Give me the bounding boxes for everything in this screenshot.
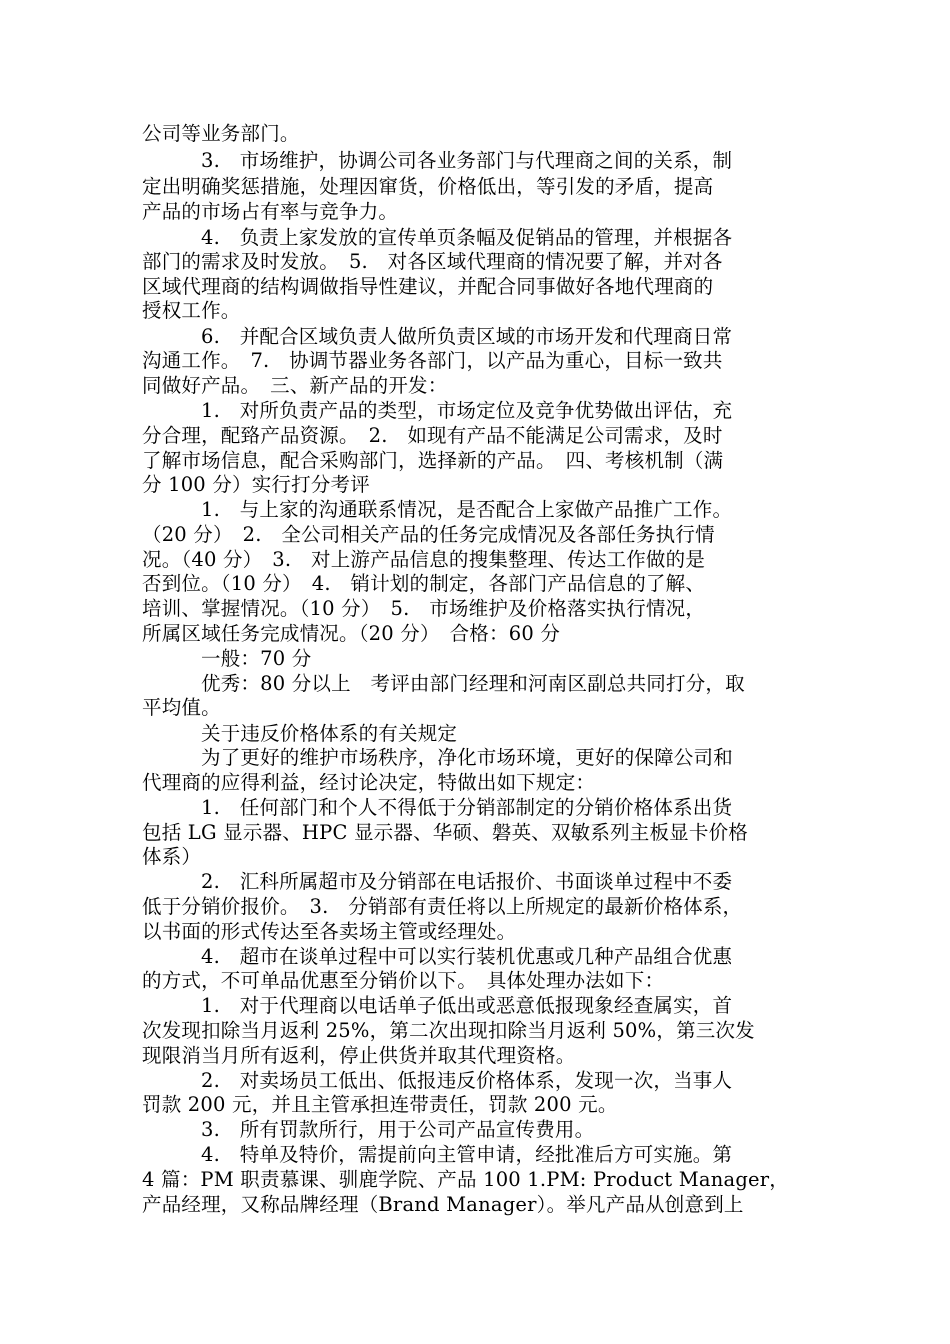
- text-line: 以书面的形式传达至各卖场主管或经理处。: [142, 920, 517, 943]
- text-line: 的方式，不可单品优惠至分销价以下。 具体处理办法如下：: [142, 969, 665, 992]
- text-line: 现限消当月所有返利，停止供货并取其代理资格。: [142, 1044, 576, 1067]
- text-line: 3. 市场维护，协调公司各业务部门与代理商之间的关系，制: [201, 149, 733, 172]
- text-line: 分合理，配臵产品资源。 2. 如现有产品不能满足公司需求，及时: [142, 424, 723, 447]
- text-line: 1. 对所负责产品的类型，市场定位及竞争优势做出评估，充: [201, 399, 733, 422]
- text-line: 包括 LG 显示器、HPC 显示器、华硕、磐英、双敏系列主板显卡价格: [142, 821, 748, 844]
- text-line: 定出明确奖惩措施，处理因窜货，价格低出，等引发的矛盾，提高: [142, 175, 714, 198]
- text-line: 授权工作。: [142, 299, 241, 322]
- text-line: 培训、掌握情况。（10 分） 5. 市场维护及价格落实执行情况，: [142, 597, 706, 620]
- text-line: 体系）: [142, 845, 202, 868]
- text-line: 所属区域任务完成情况。（20 分） 合格：60 分: [142, 622, 561, 645]
- text-line: 平均值。: [142, 696, 221, 719]
- text-line: 部门的需求及时发放。 5. 对各区域代理商的情况要了解，并对各: [142, 250, 723, 273]
- text-line: 罚款 200 元，并且主管承担连带责任，罚款 200 元。: [142, 1093, 618, 1116]
- text-line: 代理商的应得利益，经讨论决定，特做出如下规定：: [142, 771, 596, 794]
- text-line: 关于违反价格体系的有关规定: [201, 722, 458, 745]
- text-line: 2. 对卖场员工低出、低报违反价格体系，发现一次，当事人: [201, 1069, 733, 1092]
- text-line: 4. 特单及特价，需提前向主管申请，经批准后方可实施。第: [201, 1143, 733, 1166]
- text-line: 优秀：80 分以上 考评由部门经理和河南区副总共同打分，取: [201, 672, 745, 695]
- text-line: 次发现扣除当月返利 25%，第二次出现扣除当月返利 50%，第三次发: [142, 1019, 755, 1042]
- text-line: 沟通工作。 7. 协调节器业务各部门，以产品为重心，目标一致共: [142, 349, 723, 372]
- text-line: 同做好产品。 三、新产品的开发：: [142, 374, 448, 397]
- text-line: 1. 与上家的沟通联系情况，是否配合上家做产品推广工作。: [201, 498, 733, 521]
- text-line: 了解市场信息，配合采购部门，选择新的产品。 四、考核机制（满: [142, 449, 724, 472]
- text-line: （20 分） 2. 全公司相关产品的任务完成情况及各部任务执行情: [142, 523, 715, 546]
- text-line: 6. 并配合区域负责人做所负责区域的市场开发和代理商日常: [201, 325, 733, 348]
- text-line: 4. 负责上家发放的宣传单页条幅及促销品的管理，并根据各: [201, 226, 733, 249]
- text-line: 为了更好的维护市场秩序，净化市场环境，更好的保障公司和: [201, 746, 733, 769]
- text-line: 产品的市场占有率与竞争力。: [142, 200, 399, 223]
- text-line: 一般：70 分: [201, 647, 312, 670]
- text-line: 3. 所有罚款所行，用于公司产品宣传费用。: [201, 1118, 595, 1141]
- text-line: 1. 对于代理商以电话单子低出或恶意低报现象经查属实，首: [201, 994, 733, 1017]
- text-line: 况。（40 分） 3. 对上游产品信息的搜集整理、传达工作做的是: [142, 548, 706, 571]
- text-line: 4 篇：PM 职责慕课、驯鹿学院、产品 100 1.PM: Product Manager，: [142, 1168, 789, 1191]
- text-line: 区域代理商的结构调做指导性建议，并配合同事做好各地代理商的: [142, 275, 714, 298]
- text-line: 2. 汇科所属超市及分销部在电话报价、书面谈单过程中不委: [201, 870, 733, 893]
- text-line: 1. 任何部门和个人不得低于分销部制定的分销价格体系出货: [201, 796, 733, 819]
- text-line: 分 100 分）实行打分考评: [142, 473, 370, 496]
- text-line: 否到位。（10 分） 4. 销计划的制定，各部门产品信息的了解、: [142, 572, 706, 595]
- text-line: 4. 超市在谈单过程中可以实行装机优惠或几种产品组合优惠: [201, 945, 733, 968]
- text-line: 产品经理，又称品牌经理（Brand Manager）。举凡产品从创意到上: [142, 1193, 744, 1216]
- text-line: 公司等业务部门。: [142, 122, 300, 145]
- text-line: 低于分销价报价。 3. 分销部有责任将以上所规定的最新价格体系，: [142, 895, 743, 918]
